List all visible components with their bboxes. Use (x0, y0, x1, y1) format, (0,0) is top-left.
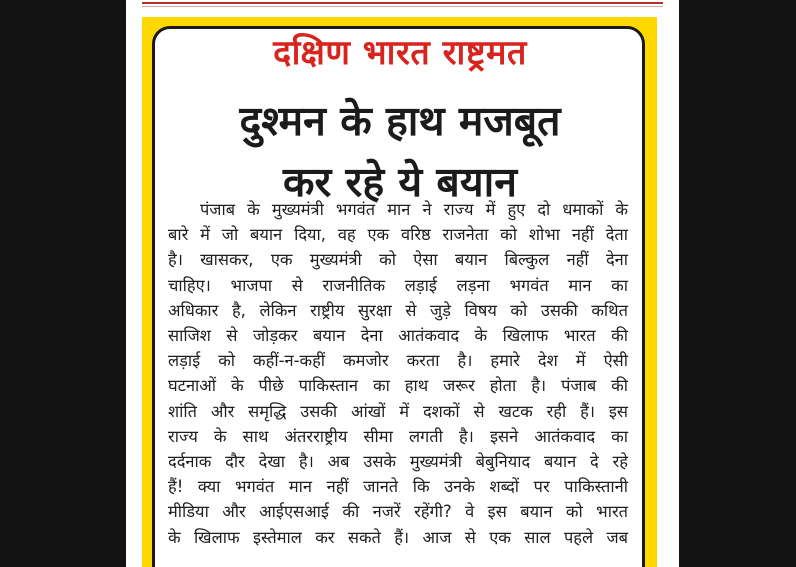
article-line: शांति और समृद्धि उसकी आंखों में दशकों से खटक रही हैं। इस (168, 401, 628, 421)
headline-line-1: दुश्मन के हाथ मजबूत (239, 97, 561, 145)
article-line: राज्य के साथ अंतरराष्ट्रीय सीमा लगती है। इसने आतंकवाद का (168, 426, 628, 446)
newspaper-page (126, 0, 679, 567)
article-line: है। खासकर, एक मुख्यमंत्री को ऐसा बयान बिल्कुल नहीं देना (168, 250, 628, 270)
headline (195, 91, 605, 213)
article-body (168, 197, 628, 550)
editorial-card (152, 26, 645, 567)
article-line: लड़ाई को कहीं-न-कहीं कमजोर करता है। हमारे देश में ऐसी (168, 351, 628, 371)
article-line: पंजाब के मुख्यमंत्री भगवंत मान ने राज्य में हुए दो धमाकों के (200, 200, 628, 219)
article-line: घटनाओं के पीछे पाकिस्तान का हाथ जरूर होता है। पंजाब की (168, 376, 628, 396)
headline-line-2: कर रहे ये बयान (283, 158, 517, 206)
article-line: साजिश से जोड़कर बयान देना आतंकवाद के खिलाफ भारत की (168, 326, 628, 346)
article-line: के खिलाफ इस्तेमाल कर सकते हैं। आज से एक साल पहले जब (168, 527, 628, 547)
editorial-frame (142, 17, 657, 567)
masthead: दक्षिण भारत राष्ट्रमत (273, 33, 527, 73)
article-line: दर्दनाक दौर देखा है। अब उसके मुख्यमंत्री बेबुनियाद बयान दे रहे (168, 452, 628, 472)
top-rule-thin (142, 6, 663, 7)
article-line: चाहिए। भाजपा से राजनीतिक लड़ाई लड़ना भगवंत मान का (168, 275, 628, 295)
article-line: हैं! क्या भगवंत मान नहीं जानते कि उनके शब्दों पर पाकिस्तानी (168, 477, 628, 497)
article-line: अधिकार है, लेकिन राष्ट्रीय सुरक्षा से जुड़े विषय को उसकी कथित (168, 300, 628, 320)
article-line: बारे में जो बयान दिया, वह एक वरिष्ठ राजनेता को शोभा नहीं देता (168, 225, 628, 245)
article-line: मीडिया और आईएसआई की नजरें रहेंगी? वे इस बयान को भारत (168, 502, 628, 522)
top-rule (142, 2, 663, 4)
